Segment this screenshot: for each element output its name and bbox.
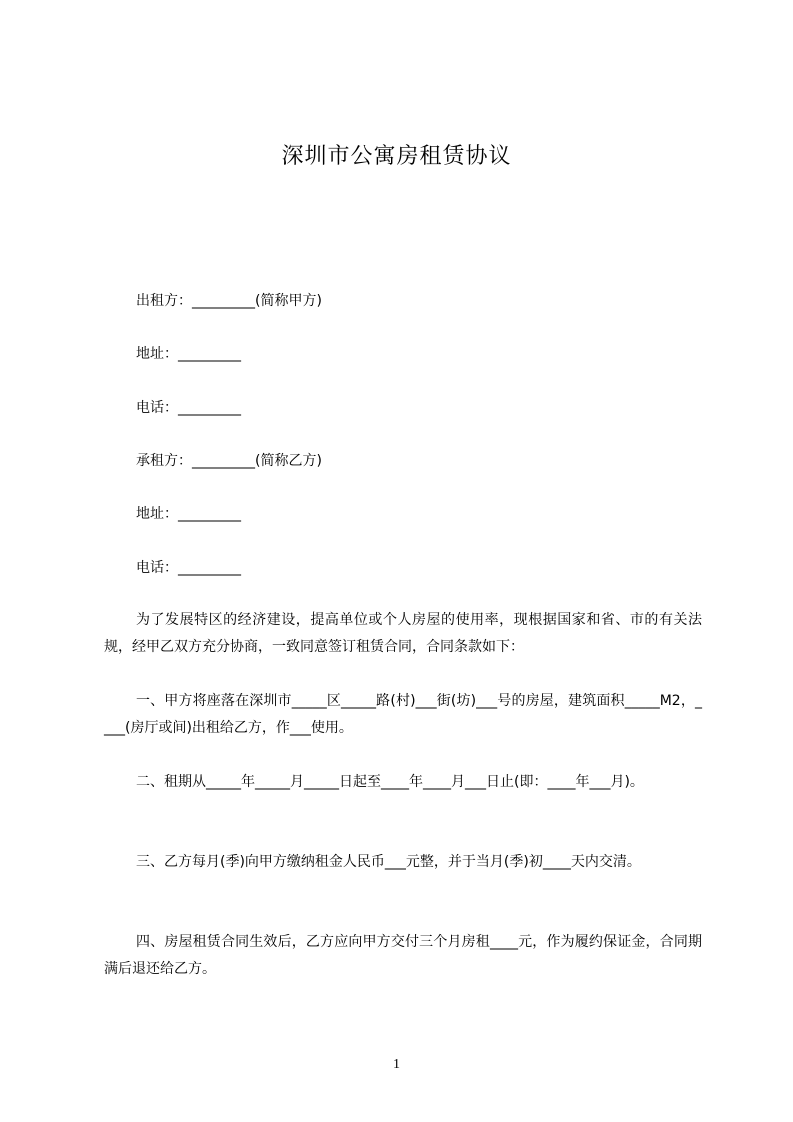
clause-paragraph: 二、租期从_____年_____月_____日起至____年____月___日止(即：____年___月)。 xyxy=(136,774,644,790)
page-number: 1 xyxy=(393,1057,400,1072)
clause-paragraph: 三、乙方每月(季)向甲方缴纳租金人民币___元整，并于当月(季)初____天内交清。 xyxy=(136,854,641,870)
lessor-address: 地址：_________ xyxy=(136,346,241,362)
lessee-line: 承租方：_________(简称乙方) xyxy=(136,453,322,469)
clause-paragraph: 一、甲方将座落在深圳市_____区_____路(村)___街(坊)___号的房屋，建筑面积_____M2，____(房厅或间)出租给乙方，作___使用。 xyxy=(104,693,702,736)
lessee-address: 地址：_________ xyxy=(136,506,241,522)
lessor-phone: 电话：_________ xyxy=(136,400,241,416)
lessor-line: 出租方：_________(简称甲方) xyxy=(136,293,322,309)
document-title: 深圳市公寓房租赁协议 xyxy=(281,144,512,169)
clause-paragraph: 四、房屋租赁合同生效后，乙方应向甲方交付三个月房租____元，作为履约保证金，合同期满后退还给乙方。 xyxy=(104,934,702,977)
lessee-phone: 电话：_________ xyxy=(136,560,241,576)
preamble-paragraph: 为了发展特区的经济建设，提高单位或个人房屋的使用率，现根据国家和省、市的有关法规，经甲乙双方充分协商，一致同意签订租赁合同，合同条款如下： xyxy=(104,612,702,655)
